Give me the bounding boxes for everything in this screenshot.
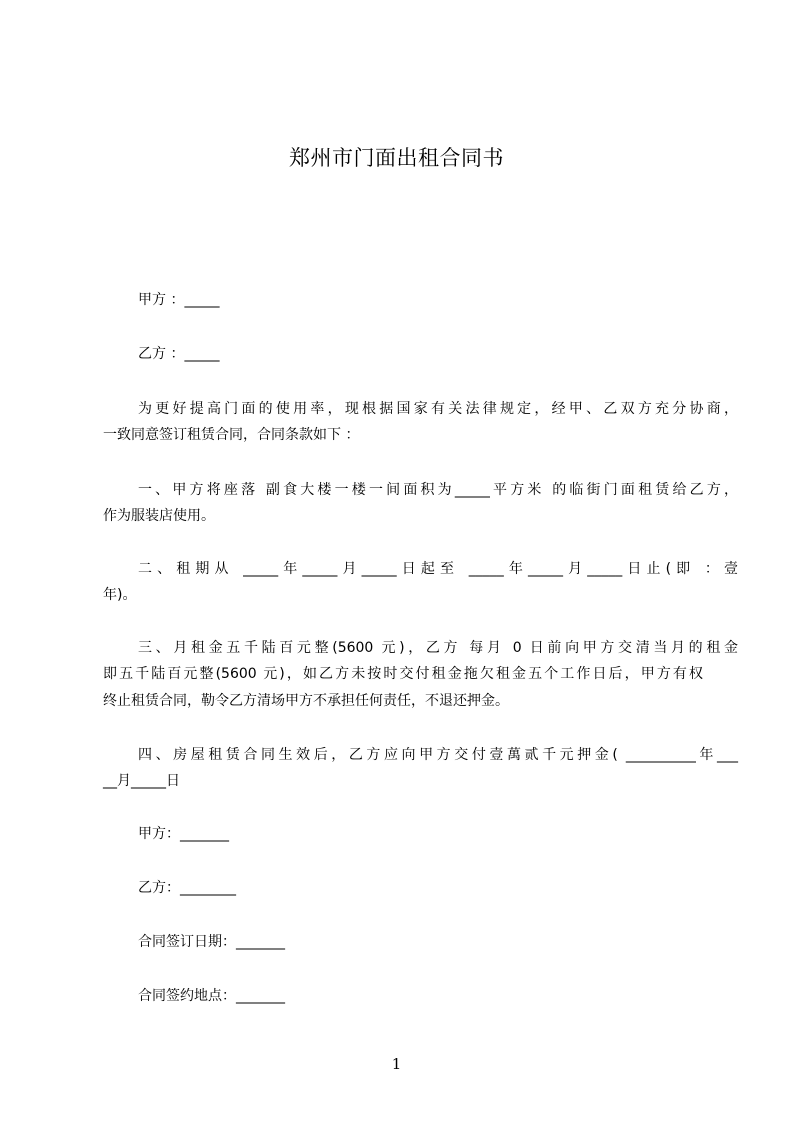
clause-4-line-2: __月_____日 [103, 773, 180, 789]
document-title: 郑州市门面出租合同书 [289, 146, 504, 170]
clause-3-line-2: 即五千陆百元整(5600 元)，如乙方未按时交付租金拖欠租金五个工作日后，甲方有权 [103, 666, 703, 682]
intro-line-1: 为更好提高门面的使用率，现根据国家有关法律规定，经甲、乙双方充分协商， [138, 401, 738, 417]
intro-line-2: 一致同意签订租赁合同，合同条款如下 ： [103, 427, 360, 443]
party-a-line: 甲方 ：_____ [138, 292, 220, 308]
clause-1-line-2: 作为服装店使用。 [103, 508, 215, 524]
party-b-line: 乙方 ：_____ [138, 346, 220, 362]
clause-3-line-1: 三、月租金五千陆百元整(5600 元)，乙方 每月 0 日前向甲方交清当月的租金 [138, 640, 738, 656]
clause-2-line-2: 年)。 [103, 587, 137, 603]
clause-4-line-1: 四、房屋租赁合同生效后，乙方应向甲方交付壹萬贰千元押金( __________年___ [138, 747, 738, 763]
clause-1-line-1: 一、甲方将座落 副食大楼一楼一间面积为_____平方米 的临街门面租赁给乙方， [138, 482, 738, 498]
signature-party-b: 乙方：________ [138, 880, 236, 896]
clause-2-line-1: 二、租期从 _____年_____月_____日起至 _____年_____月_____日止(即 ：壹 [138, 561, 738, 577]
signing-place: 合同签约地点：_______ [138, 988, 285, 1004]
clause-3-line-3: 终止租赁合同，勒令乙方清场甲方不承担任何责任，不退还押金。 [103, 693, 509, 709]
signature-party-a: 甲方：_______ [138, 826, 229, 842]
page-number: 1 [391, 1055, 402, 1073]
signing-date: 合同签订日期：_______ [138, 934, 285, 950]
